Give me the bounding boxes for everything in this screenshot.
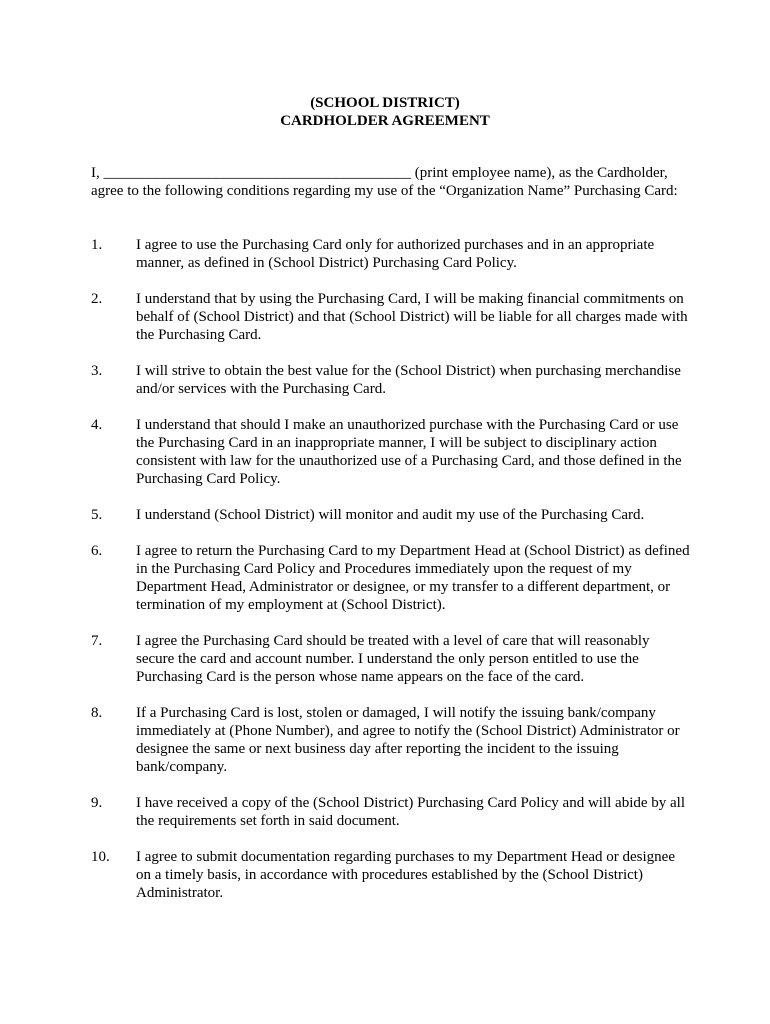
condition-number: 3. — [91, 363, 103, 379]
condition-number: 7. — [91, 633, 103, 649]
condition-text: I understand (School District) will monitor and audit my use of the Purchasing Card. — [136, 507, 645, 523]
condition-text: I agree to submit documentation regarding purchases to my Department Head or designee on a timely basis, in accordance with procedures established by the (School District) Administrator. — [136, 849, 675, 901]
condition-text: I have received a copy of the (School District) Purchasing Card Policy and will abide by all the requirements set forth in said document. — [136, 795, 686, 829]
condition-text: I agree the Purchasing Card should be treated with a level of care that will reasonably secure the card and account number. I understand the only person entitled to use the Purchasing Card is the person whose name appears on the face of the card. — [136, 633, 650, 685]
condition-item — [91, 632, 691, 686]
condition-item — [91, 362, 691, 398]
condition-text: I agree to return the Purchasing Card to my Department Head at (School District) as defined in the Purchasing Card Policy and Procedures immediately upon the request of my Department Head, Administrator or designee, or my transfer to a different department, or termination of my employment at (School District). — [136, 543, 690, 613]
condition-number: 5. — [91, 507, 103, 523]
conditions-list — [91, 236, 691, 920]
condition-item — [91, 506, 691, 524]
condition-number: 8. — [91, 705, 103, 721]
condition-item — [91, 290, 691, 344]
condition-number: 6. — [91, 543, 103, 559]
condition-item — [91, 542, 691, 614]
condition-text: I agree to use the Purchasing Card only for authorized purchases and in an appropriate manner, as defined in (School District) Purchasing Card Policy. — [136, 237, 655, 271]
condition-text: I understand that by using the Purchasing Card, I will be making financial commitments on behalf of (School District) and that (School District) will be liable for all charges made with the Purchasing Card. — [136, 291, 688, 343]
condition-number: 10. — [91, 849, 110, 865]
condition-item — [91, 236, 691, 272]
condition-number: 4. — [91, 417, 103, 433]
condition-number: 9. — [91, 795, 103, 811]
intro-paragraph: I, _________________________________________ (print employee name), as the Cardholder, agree to the following conditions regarding my use of the “Organization Name” Purchasing Card: — [91, 165, 678, 199]
document-title — [0, 94, 770, 130]
condition-item — [91, 794, 691, 830]
condition-item — [91, 416, 691, 488]
condition-text: I understand that should I make an unauthorized purchase with the Purchasing Card or use the Purchasing Card in an inappropriate manner, I will be subject to disciplinary action consistent with law for the unauthorized use of a Purchasing Card, and those defined in the Purchasing Card Policy. — [136, 417, 682, 487]
condition-item — [91, 848, 691, 902]
title-agreement: CARDHOLDER AGREEMENT — [280, 113, 490, 129]
condition-number: 2. — [91, 291, 103, 307]
condition-text: I will strive to obtain the best value for the (School District) when purchasing merchandise and/or services with the Purchasing Card. — [136, 363, 681, 397]
condition-item — [91, 704, 691, 776]
condition-text: If a Purchasing Card is lost, stolen or damaged, I will notify the issuing bank/company immediately at (Phone Number), and agree to notify the (School District) Administrator or designee the same or next business day after reporting the incident to the issuing bank/company. — [136, 705, 680, 775]
condition-number: 1. — [91, 237, 103, 253]
title-district: (SCHOOL DISTRICT) — [310, 95, 460, 111]
